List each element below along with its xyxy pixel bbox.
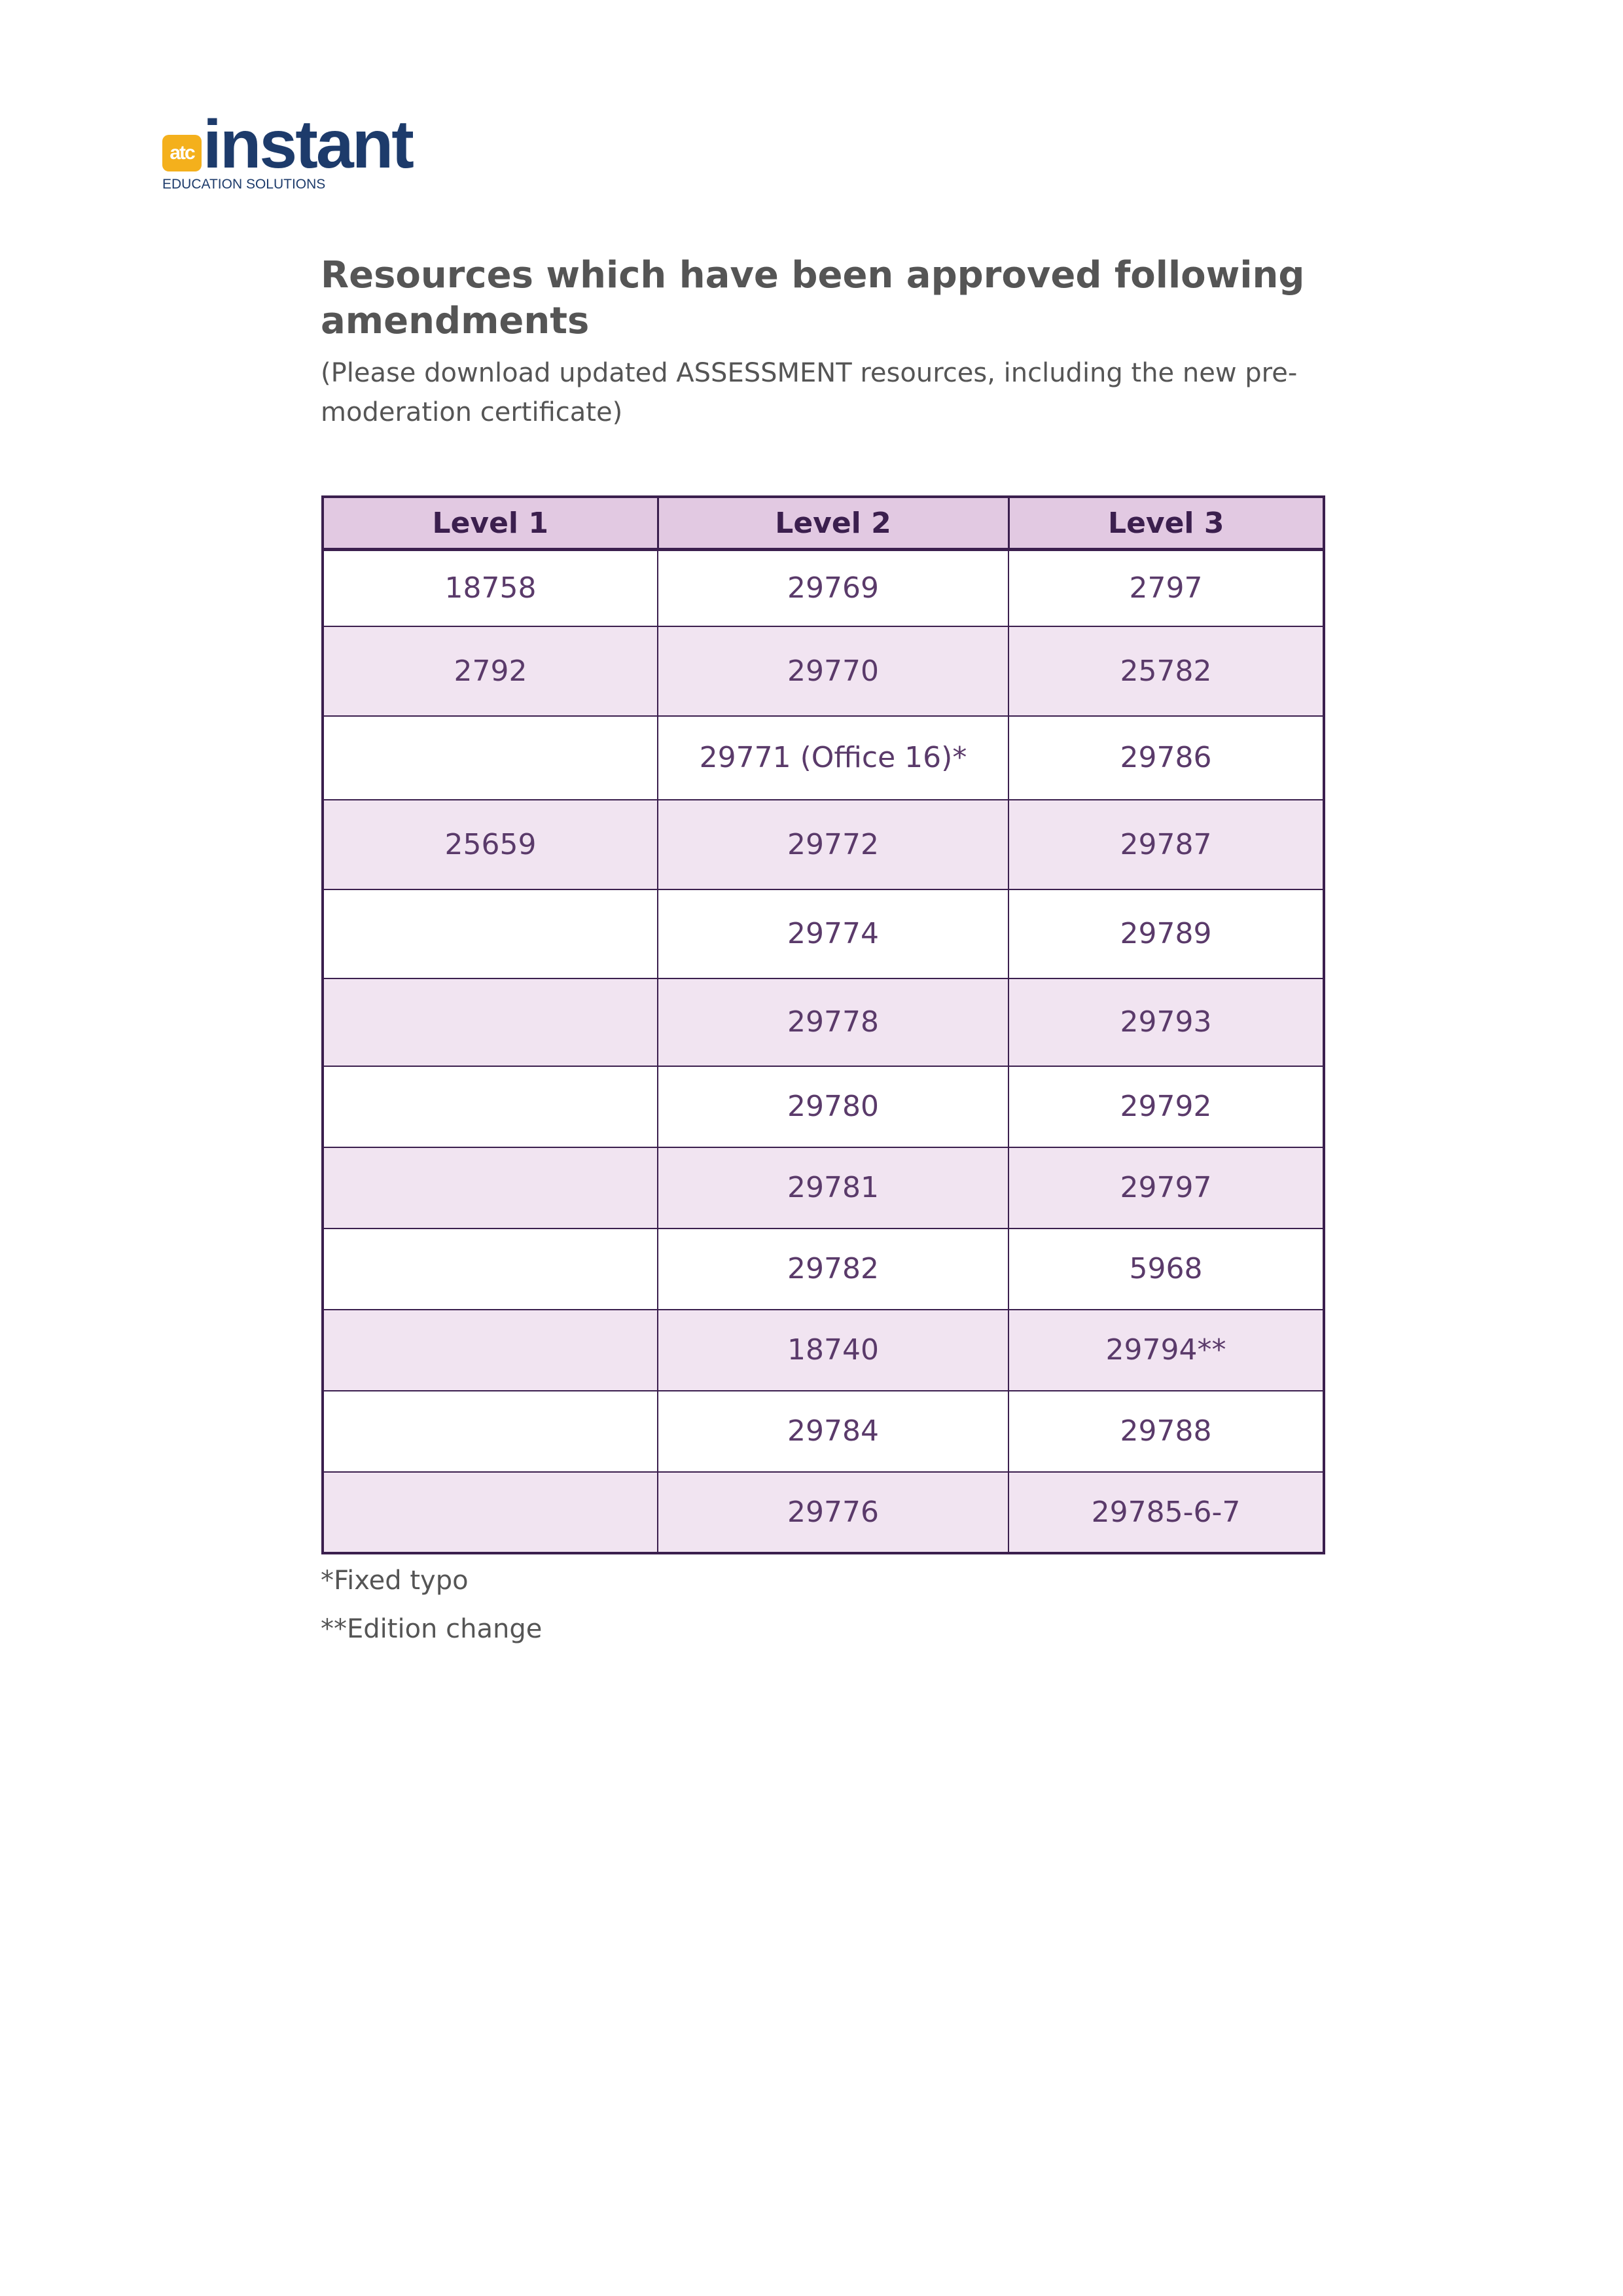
- cell-level-1: [323, 1066, 658, 1147]
- column-header-level-1: Level 1: [323, 497, 658, 550]
- cell-level-2: 29776: [658, 1472, 1008, 1553]
- cell-level-2: 29781: [658, 1147, 1008, 1229]
- table-row: [323, 889, 1324, 978]
- table-row: [323, 978, 1324, 1066]
- cell-level-1: 18758: [323, 550, 658, 626]
- table-row: [323, 716, 1324, 800]
- cell-level-1: [323, 1472, 658, 1553]
- table-row: [323, 1391, 1324, 1472]
- table-row: [323, 1066, 1324, 1147]
- table-header-row: [323, 497, 1324, 550]
- cell-level-3: 29794**: [1008, 1310, 1324, 1391]
- cell-level-1: [323, 889, 658, 978]
- table-row: [323, 626, 1324, 716]
- cell-level-1: 2792: [323, 626, 658, 716]
- table-row: [323, 1472, 1324, 1553]
- cell-level-3: 29788: [1008, 1391, 1324, 1472]
- cell-level-3: 25782: [1008, 626, 1324, 716]
- table-row: [323, 550, 1324, 626]
- column-header-level-2: Level 2: [658, 497, 1008, 550]
- table-row: [323, 800, 1324, 889]
- cell-level-1: [323, 1147, 658, 1229]
- table-row: [323, 1229, 1324, 1310]
- page-subtitle: (Please download updated ASSESSMENT resources, including the new pre-moderation certificate): [321, 358, 1298, 427]
- cell-level-3: 29785-6-7: [1008, 1472, 1324, 1553]
- page-title: Resources which have been approved following amendments: [321, 254, 1305, 342]
- cell-level-2: 29769: [658, 550, 1008, 626]
- column-header-level-3: Level 3: [1008, 497, 1324, 550]
- table-row: [323, 1147, 1324, 1229]
- cell-level-2: 29780: [658, 1066, 1008, 1147]
- cell-level-3: 29792: [1008, 1066, 1324, 1147]
- cell-level-2: 29770: [658, 626, 1008, 716]
- cell-level-3: 29787: [1008, 800, 1324, 889]
- cell-level-3: 29786: [1008, 716, 1324, 800]
- cell-level-1: [323, 1229, 658, 1310]
- footnote-edition-change: **Edition change: [321, 1614, 543, 1644]
- resources-table: [321, 495, 1325, 1554]
- logo-wordmark: instant: [203, 107, 412, 183]
- cell-level-2: 29774: [658, 889, 1008, 978]
- cell-level-2: 29772: [658, 800, 1008, 889]
- cell-level-3: 29789: [1008, 889, 1324, 978]
- cell-level-1: [323, 1310, 658, 1391]
- cell-level-2: 29784: [658, 1391, 1008, 1472]
- table-row: [323, 1310, 1324, 1391]
- cell-level-3: 5968: [1008, 1229, 1324, 1310]
- cell-level-1: [323, 1391, 658, 1472]
- cell-level-1: [323, 978, 658, 1066]
- cell-level-3: 2797: [1008, 550, 1324, 626]
- cell-level-2: 29778: [658, 978, 1008, 1066]
- logo-tagline: EDUCATION SOLUTIONS: [162, 177, 326, 192]
- footnotes: [321, 1556, 542, 1653]
- logo-badge: atc: [162, 135, 202, 171]
- cell-level-2: 18740: [658, 1310, 1008, 1391]
- logo: [162, 107, 450, 192]
- cell-level-3: 29793: [1008, 978, 1324, 1066]
- cell-level-2: 29782: [658, 1229, 1008, 1310]
- cell-level-1: [323, 716, 658, 800]
- footnote-fixed-typo: *Fixed typo: [321, 1566, 469, 1596]
- cell-level-1: 25659: [323, 800, 658, 889]
- cell-level-2: 29771 (Office 16)*: [658, 716, 1008, 800]
- cell-level-3: 29797: [1008, 1147, 1324, 1229]
